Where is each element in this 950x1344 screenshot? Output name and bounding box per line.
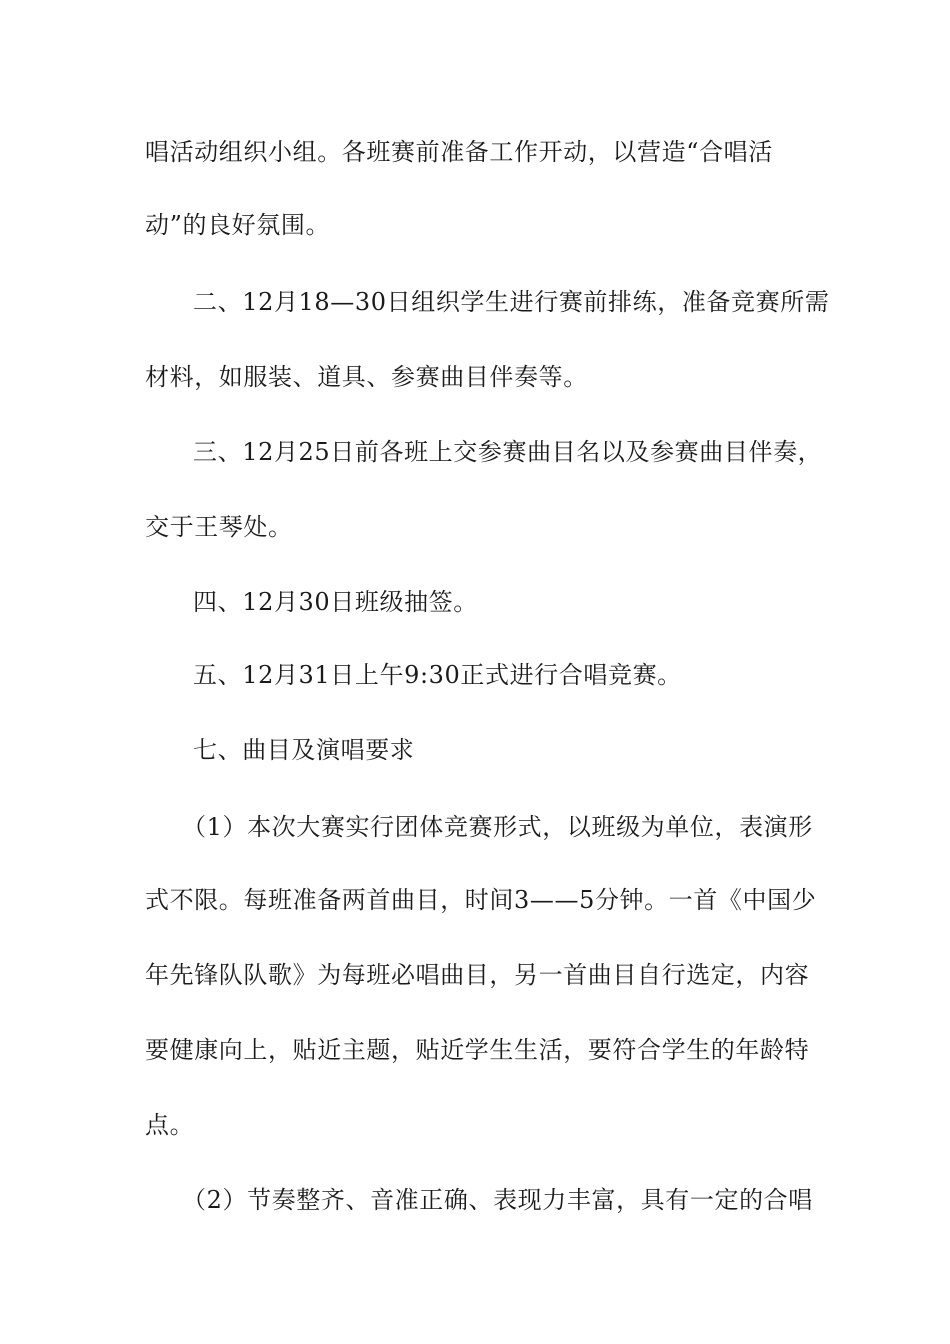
paragraph-line: 要健康向上，贴近主题，贴近学生生活，要符合学生的年龄特	[145, 1036, 810, 1064]
paragraph-line: 材料，如服装、道具、参赛曲目伴奏等。	[145, 363, 588, 391]
section-heading: 七、曲目及演唱要求	[193, 736, 415, 764]
paragraph-line: （1）本次大赛实行团体竞赛形式，以班级为单位，表演形	[182, 813, 813, 841]
paragraph-line: 唱活动组织小组。各班赛前准备工作开动，以营造“合唱活	[145, 138, 773, 166]
paragraph-line: 四、12月30日班级抽签。	[193, 588, 478, 616]
paragraph-line: 动”的良好氛围。	[145, 211, 331, 239]
paragraph-line: 交于王琴处。	[145, 513, 293, 541]
paragraph-line: （2）节奏整齐、音准正确、表现力丰富，具有一定的合唱	[182, 1186, 813, 1214]
paragraph-line: 式不限。每班准备两首曲目，时间3——5分钟。一首《中国少	[145, 886, 817, 914]
paragraph-line: 点。	[145, 1111, 195, 1139]
paragraph-line: 五、12月31日上午9:30正式进行合唱竞赛。	[193, 661, 682, 689]
paragraph-line: 三、12月25日前各班上交参赛曲目名以及参赛曲目伴奏，	[193, 438, 823, 466]
paragraph-line: 年先锋队队歌》为每班必唱曲目，另一首曲目自行选定，内容	[145, 961, 810, 989]
paragraph-line: 二、12月18—30日组织学生进行赛前排练，准备竞赛所需	[193, 288, 830, 316]
